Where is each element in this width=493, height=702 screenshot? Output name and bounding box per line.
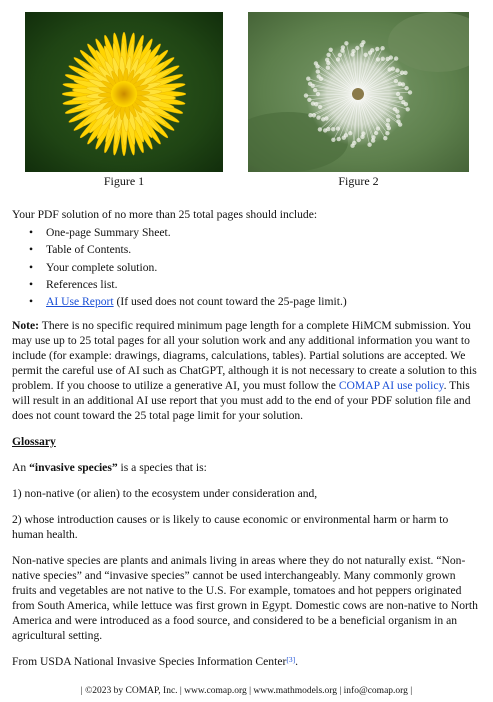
seed-tuft <box>311 101 315 105</box>
note-text-continued: . This will result in an additional AI use report that you must add to the end of your PDF solution file and does not count toward the 25 total page limit for your solution. <box>12 379 471 422</box>
requirements-section <box>12 207 480 310</box>
reference-3-link[interactable]: [3] <box>286 655 296 664</box>
seed-tuft <box>350 144 354 148</box>
seed-tuft <box>386 118 390 122</box>
seed-tuft <box>304 93 308 97</box>
seed-tuft <box>399 96 403 100</box>
seed-tuft <box>323 128 327 132</box>
figure-1-caption: Figure 1 <box>103 174 145 188</box>
seed-tuft <box>336 57 340 61</box>
ai-use-report-note: (If used does not count toward the 25-page limit.) <box>113 295 347 309</box>
seed-tuft <box>316 115 320 119</box>
requirements-list <box>12 224 480 310</box>
seed-tuft <box>344 41 348 45</box>
seed-tuft <box>338 53 342 57</box>
seed-tuft <box>357 138 361 142</box>
note-paragraph <box>12 318 480 423</box>
glossary-item-2: 2) whose introduction causes or is likely to cause economic or environmental harm or harm to human health. <box>12 513 449 541</box>
list-item: • Your complete solution. <box>46 259 480 276</box>
dandelion-flower-illustration <box>25 12 223 172</box>
seed-tuft <box>394 79 398 83</box>
glossary-term: “invasive species” <box>29 461 118 474</box>
seed-tuft <box>396 114 400 118</box>
seed-tuft <box>370 48 374 52</box>
figure-2-caption: Figure 2 <box>338 174 379 188</box>
seed-tuft <box>389 55 393 59</box>
seed-tuft <box>341 45 345 49</box>
seed-tuft <box>404 86 408 90</box>
seed-tuft <box>326 66 330 70</box>
seed-tuft <box>342 136 346 140</box>
figure-1-image <box>25 12 223 172</box>
seed-tuft <box>387 126 391 130</box>
seed-tuft <box>380 46 384 50</box>
glossary-heading: Glossary <box>12 435 56 448</box>
seed-tuft <box>383 136 387 140</box>
dandelion-seedhead-illustration <box>248 12 469 172</box>
seed-tuft <box>398 122 402 126</box>
glossary-section <box>12 434 480 669</box>
seed-tuft <box>404 102 408 106</box>
seed-tuft <box>395 109 399 113</box>
seed-tuft <box>329 48 333 52</box>
seed-tuft <box>308 113 312 117</box>
seed-tuft <box>308 82 312 86</box>
seed-tuft <box>371 138 375 142</box>
glossary-source: From USDA National Invasive Species Information Center[3]. <box>12 655 298 668</box>
intro-text: Your PDF solution of no more than 25 total pages should include: <box>12 208 318 221</box>
seed-tuft <box>394 56 398 60</box>
seed-tuft <box>401 82 405 86</box>
seed-tuft <box>318 105 322 109</box>
list-item: • Table of Contents. <box>46 241 480 258</box>
seed-tuft <box>374 131 378 135</box>
seed-tuft <box>367 143 371 147</box>
note-label: Note: <box>12 319 40 332</box>
seed-tuft <box>321 117 325 121</box>
seed-tuft <box>361 40 365 44</box>
seed-tuft <box>348 131 352 135</box>
seed-tuft <box>331 138 335 142</box>
seed-tuft <box>307 98 311 102</box>
seed-tuft <box>355 46 359 50</box>
seed-tuft <box>325 58 329 62</box>
seed-tuft <box>306 77 310 81</box>
seed-tuft <box>376 126 380 130</box>
seed-tuft <box>408 90 412 94</box>
page-footer: | ©2023 by COMAP, Inc. | www.comap.org | www.mathmodels.org | info@comap.org | <box>80 686 413 696</box>
list-item <box>46 293 480 310</box>
seed-tuft <box>314 61 318 65</box>
figure-2-image <box>248 12 469 172</box>
seed-tuft <box>316 92 320 96</box>
seed-tuft <box>403 71 407 75</box>
list-item: • References list. <box>46 276 480 293</box>
seed-tuft <box>375 47 379 51</box>
seed-tuft <box>337 137 341 141</box>
seed-tuft <box>406 107 410 111</box>
seed-tuft <box>336 126 340 130</box>
seed-tuft <box>376 57 380 61</box>
note-text: There is no specific required minimum page length for a complete HiMCM submission. You may use up to 25 total pages for all your solution work and any additional information you want to include (for example: drawings, diagrams, calculations, tables). Partial solutions are accepted. We permit the careful use of AI such as ChatGPT, although it is not necessary to create a solution to this problem. If you choose to utilize a generative AI, you must follow the <box>12 319 477 392</box>
seed-tuft <box>381 57 385 61</box>
ai-use-report-link[interactable]: AI Use Report <box>46 295 114 309</box>
seed-tuft <box>395 68 399 72</box>
seed-tuft <box>331 127 335 131</box>
seed-tuft <box>364 53 368 57</box>
glossary-item-1: 1) non-native (or alien) to the ecosystem under consideration and, <box>12 487 318 500</box>
comap-ai-policy-link[interactable]: COMAP AI use policy <box>338 379 444 392</box>
seed-tuft <box>317 74 321 78</box>
seed-tuft <box>391 67 395 71</box>
seed-tuft <box>316 69 320 73</box>
seed-tuft <box>313 88 317 92</box>
glossary-definition: An “invasive species” is a species that is: <box>12 461 207 474</box>
list-item: • One-page Summary Sheet. <box>46 224 480 241</box>
glossary-paragraph: Non-native species are plants and animals living in areas where they do not naturally exist. “Non-native species” and “invasive species” cannot be used interchangeably. Many commonly grown fruits and vegetables are not native to the U.S. For example, tomatoes and hot peppers originated from South America, while lettuce was first grown in Egypt. Domestic cows are non-native to North America and were introduced as a food source, and considered to be a beneficial organism in an agricultural setting. <box>12 554 478 642</box>
seed-tuft <box>351 49 355 53</box>
seed-tuft <box>360 135 364 139</box>
seed-tuft <box>385 131 389 135</box>
seed-tuft <box>318 127 322 131</box>
seed-tuft <box>326 53 330 57</box>
